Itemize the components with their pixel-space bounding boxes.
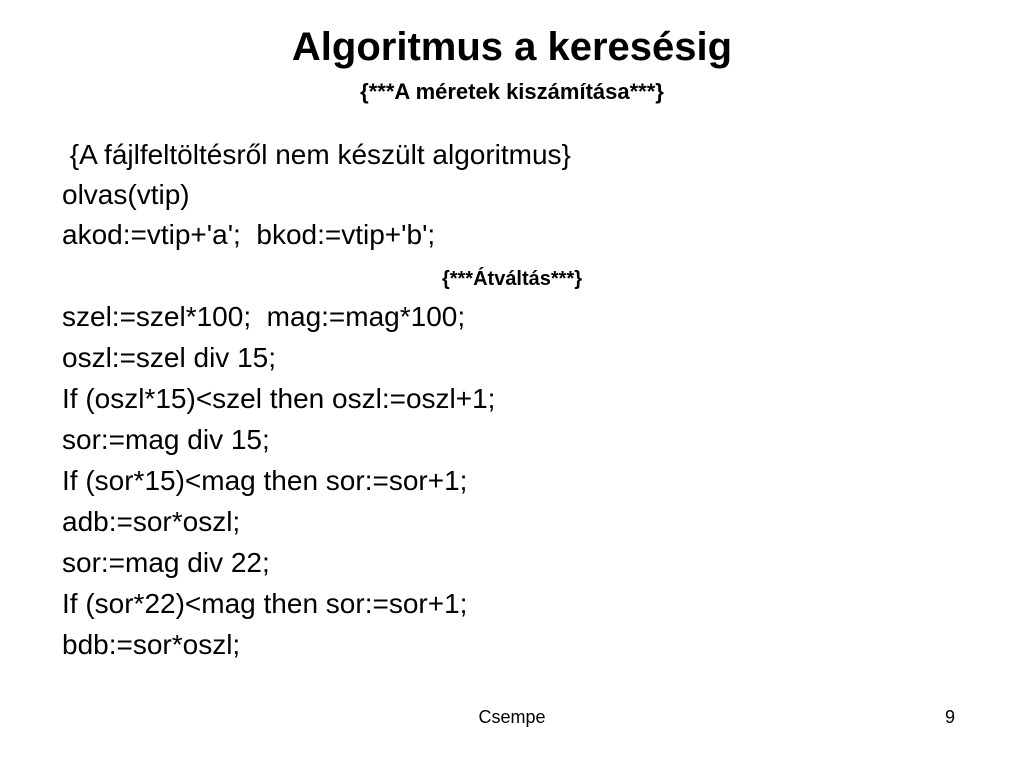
body-line-codes: akod:=vtip+'a'; bkod:=vtip+'b';	[62, 219, 436, 250]
footer-title: Csempe	[478, 707, 546, 727]
body-line-scale: szel:=szel*100; mag:=mag*100;	[62, 301, 466, 332]
body-line-comment: {A fájlfeltöltésről nem készült algoritmus}	[62, 139, 571, 170]
slide-title: Algoritmus a keresésig	[291, 25, 733, 69]
body-line-count-a: adb:=sor*oszl;	[62, 506, 241, 537]
body-line-read: olvas(vtip)	[62, 179, 190, 210]
body-line-rows-b-check: If (sor*22)<mag then sor:=sor+1;	[62, 588, 468, 619]
body-line-rows-b: sor:=mag div 22;	[62, 547, 270, 578]
body-line-columns: oszl:=szel div 15;	[62, 342, 276, 373]
slide-subtitle: {***A méretek kiszámítása***}	[360, 79, 664, 104]
body-line-rows-check: If (sor*15)<mag then sor:=sor+1;	[62, 465, 468, 496]
page-number: 9	[944, 707, 955, 727]
body-line-columns-check: If (oszl*15)<szel then oszl:=oszl+1;	[62, 383, 496, 414]
body-line-rows: sor:=mag div 15;	[62, 424, 270, 455]
section-heading-conversion: {***Átváltás***}	[441, 268, 583, 290]
body-line-count-b: bdb:=sor*oszl;	[62, 629, 241, 660]
